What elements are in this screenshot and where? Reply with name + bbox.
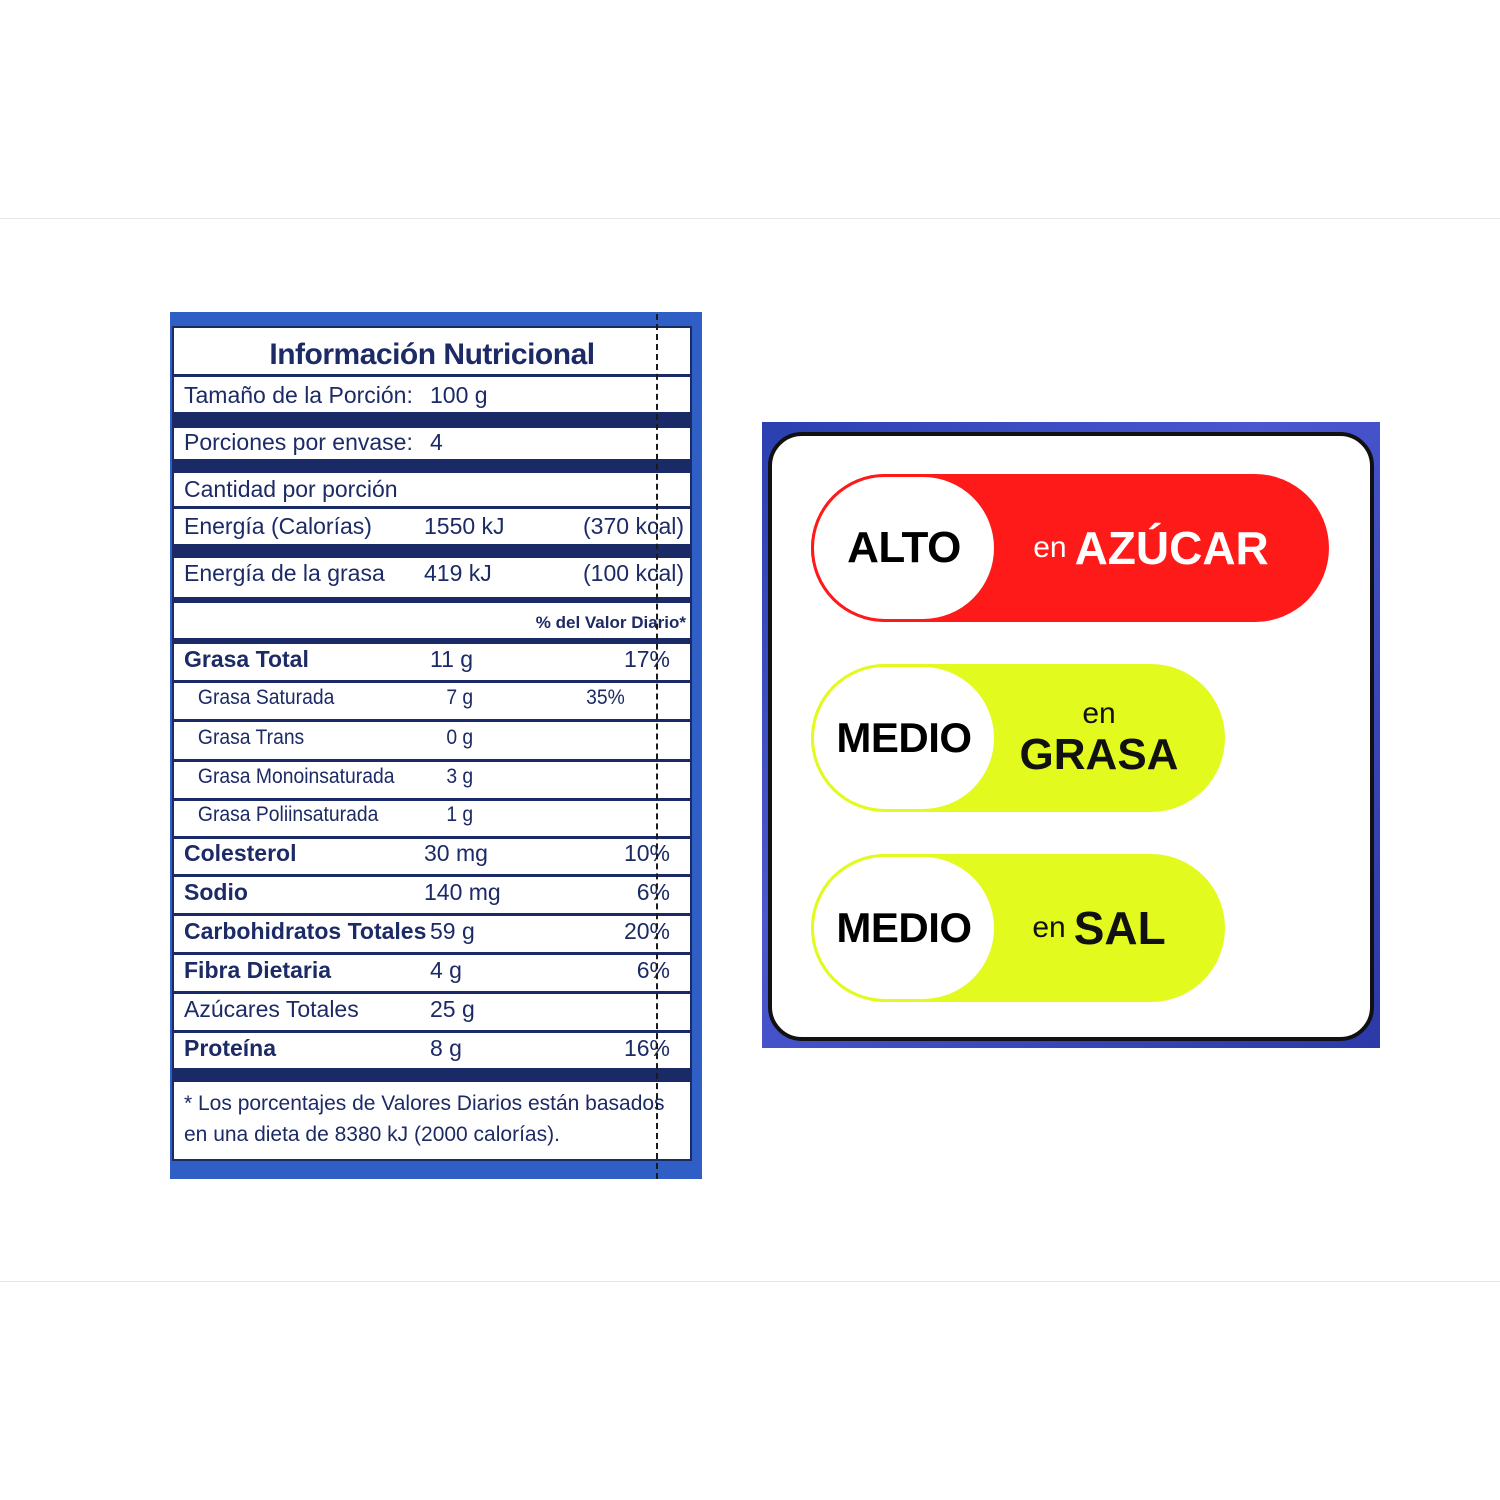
- amount-label: Cantidad por porción: [184, 476, 398, 502]
- energy-kj: 1550 kJ: [424, 513, 505, 539]
- nutrient-daily-value: 10%: [623, 840, 670, 866]
- nutrient-row: [174, 804, 649, 832]
- footnote: * Los porcentajes de Valores Diarios están basados en una dieta de 8380 kJ (2000 calorías).: [184, 1092, 665, 1146]
- warning-label-grasa: [811, 664, 1225, 812]
- nutrient-name: Fibra Dietaria: [184, 957, 331, 983]
- serving-size-row: [174, 384, 690, 410]
- nutrition-title: Información Nutricional: [269, 338, 595, 371]
- nutrient-row: [174, 842, 690, 870]
- nutrient-amount: 0 g: [446, 726, 474, 749]
- thick-rule: [174, 459, 690, 473]
- nutrient-name: Proteína: [184, 1035, 277, 1061]
- thick-rule: [174, 638, 690, 644]
- nutrient-name: Azúcares Totales: [184, 996, 359, 1022]
- cut-line: [656, 314, 658, 1179]
- bottom-divider: [0, 1281, 1500, 1282]
- nutrient-daily-value: 17%: [623, 646, 670, 672]
- top-divider: [0, 218, 1500, 219]
- nutrient-row: [174, 998, 690, 1026]
- warning-prefix: en: [1082, 697, 1116, 730]
- row-rule: [174, 680, 690, 683]
- row-rule: [174, 952, 690, 955]
- nutrient-daily-value: 6%: [636, 879, 670, 905]
- nutrient-row: [174, 1037, 690, 1065]
- amount-row: [174, 478, 690, 504]
- nutrient-daily-value: 6%: [636, 957, 670, 983]
- row-rule: [174, 874, 690, 877]
- nutrient-name: Grasa Trans: [197, 726, 305, 749]
- nutrient-amount: 25 g: [430, 996, 475, 1022]
- nutrient-amount: 7 g: [446, 686, 474, 709]
- daily-value-header-row: [174, 614, 690, 634]
- nutrient-row: [174, 766, 649, 794]
- servings-row: [174, 431, 690, 457]
- servings-value: 4: [430, 429, 443, 455]
- energy-kcal: (370 kcal): [583, 513, 684, 539]
- servings-label: Porciones por envase:: [184, 429, 413, 455]
- nutrient-name: Colesterol: [184, 840, 297, 866]
- nutrient-row: [174, 959, 690, 987]
- nutrient-row: [174, 920, 690, 948]
- warning-nutrient: GRASA: [1019, 730, 1179, 779]
- thick-rule: [174, 597, 690, 603]
- row-rule: [174, 798, 690, 801]
- warning-level: ALTO: [811, 474, 997, 622]
- nutrient-daily-value: 20%: [623, 918, 670, 944]
- serving-size-label: Tamaño de la Porción:: [184, 382, 413, 408]
- fat-energy-label: Energía de la grasa: [184, 560, 385, 586]
- nutrient-name: Sodio: [184, 879, 248, 905]
- serving-size-value: 100 g: [430, 382, 488, 408]
- nutrient-amount: 30 mg: [424, 840, 488, 866]
- thick-rule: [174, 544, 690, 558]
- nutrient-amount: 140 mg: [424, 879, 501, 905]
- nutrient-amount: 1 g: [446, 803, 474, 826]
- nutrient-amount: 3 g: [446, 765, 474, 788]
- nutrient-amount: 8 g: [430, 1035, 462, 1061]
- energy-label: Energía (Calorías): [184, 513, 372, 539]
- nutrient-daily-value: 16%: [623, 1035, 670, 1061]
- thick-rule: [174, 412, 690, 428]
- nutrient-name: Grasa Total: [184, 646, 309, 672]
- nutrient-name: Grasa Monoinsaturada: [197, 765, 395, 788]
- nutrient-amount: 11 g: [430, 646, 474, 672]
- nutrient-row: [174, 648, 690, 676]
- fat-energy-kcal: (100 kcal): [583, 560, 684, 586]
- warning-prefix: en: [1032, 911, 1066, 944]
- title-rule: [174, 374, 690, 377]
- row-rule: [174, 913, 690, 916]
- nutrient-name: Carbohidratos Totales: [184, 918, 427, 944]
- row-rule: [174, 836, 690, 839]
- row-rule: [174, 719, 690, 722]
- warning-label-azúcar: [811, 474, 1329, 622]
- warning-prefix: en: [1033, 531, 1067, 564]
- thin-rule: [174, 506, 690, 509]
- fat-energy-row: [174, 562, 690, 588]
- thick-rule: [174, 1068, 690, 1082]
- nutrient-amount: 4 g: [430, 957, 462, 983]
- nutrient-name: Grasa Saturada: [197, 686, 335, 709]
- nutrient-row: [174, 687, 649, 715]
- nutrient-name: Grasa Poliinsaturada: [197, 803, 379, 826]
- warning-label-sal: [811, 854, 1225, 1002]
- row-rule: [174, 1030, 690, 1033]
- nutrient-amount: 59 g: [430, 918, 475, 944]
- nutrient-daily-value: 35%: [586, 686, 625, 709]
- energy-row: [174, 515, 690, 541]
- fat-energy-kj: 419 kJ: [424, 560, 492, 586]
- warning-level: MEDIO: [811, 854, 997, 1002]
- warning-level: MEDIO: [811, 664, 997, 812]
- row-rule: [174, 759, 690, 762]
- warning-nutrient: AZÚCAR: [1074, 522, 1269, 574]
- nutrient-row: [174, 727, 649, 755]
- warning-nutrient: SAL: [1073, 902, 1166, 954]
- row-rule: [174, 991, 690, 994]
- nutrient-row: [174, 881, 690, 909]
- daily-value-header: % del Valor Diario*: [535, 613, 686, 632]
